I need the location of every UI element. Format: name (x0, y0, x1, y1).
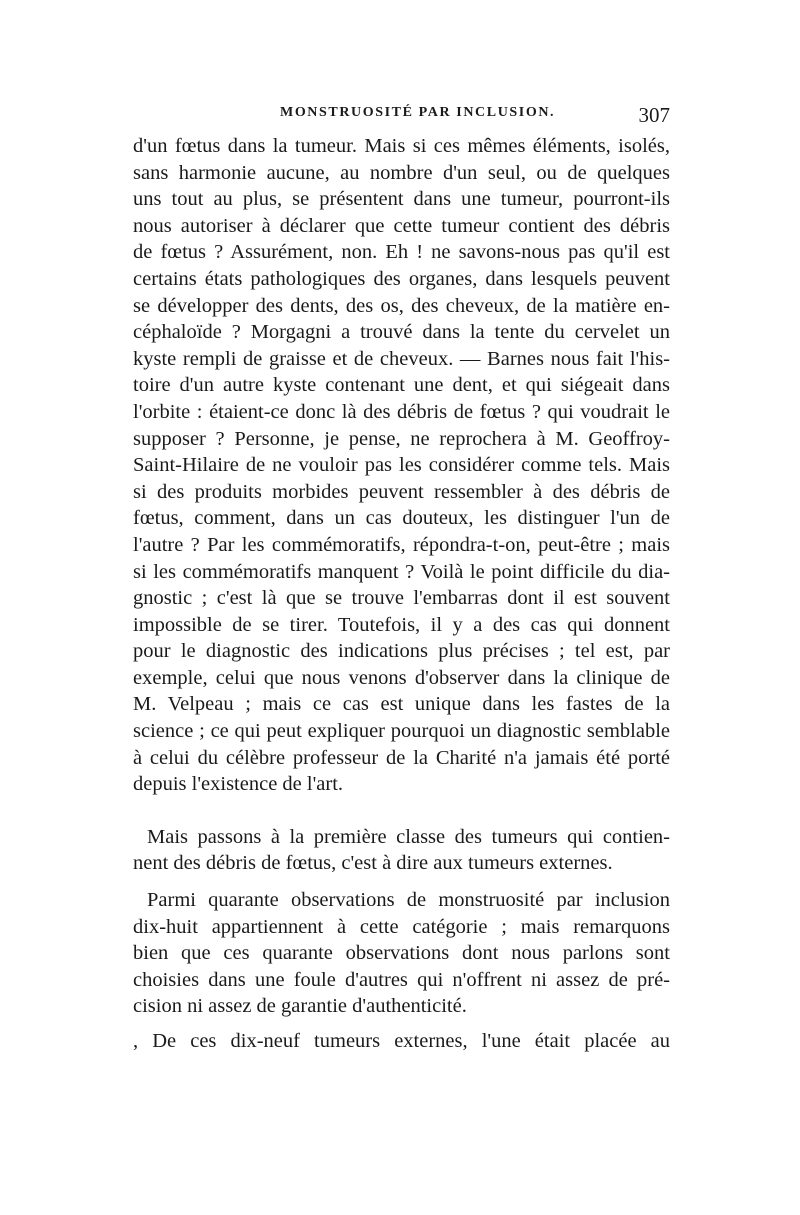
text-line: si des produits morbides peuvent ressembler à des débris de (133, 480, 670, 503)
running-header (133, 103, 670, 127)
text-line: science ; ce qui peut expliquer pourquoi un diagnostic semblable (133, 720, 670, 743)
text-line: sans harmonie aucune, au nombre d'un seul, ou de quelques (133, 161, 670, 184)
paragraph-gap (133, 798, 670, 824)
text-line: nous autoriser à déclarer que cette tumeur contient des débris (133, 214, 670, 237)
text-line: supposer ? Personne, je pense, ne reprochera à M. Geoffroy- (133, 427, 670, 450)
text-line: , De ces dix-neuf tumeurs externes, l'une était placée au (133, 1030, 670, 1052)
text-line: l'autre ? Par les commémoratifs, répondra-t-on, peut-être ; mais (133, 533, 670, 556)
text-line: Parmi quarante observations de monstruosité par inclusion (147, 889, 670, 912)
text-line: uns tout au plus, se présentent dans une tumeur, pourront-ils (133, 188, 670, 211)
text-line: nent des débris de fœtus, c'est à dire aux tumeurs externes. (133, 852, 613, 875)
text-line: pour le diagnostic des indications plus précises ; tel est, par (133, 640, 670, 663)
text-line: cision ni assez de garantie d'authenticité. (133, 995, 467, 1018)
running-title: MONSTRUOSITÉ PAR INCLUSION. (280, 105, 556, 120)
text-line: Mais passons à la première classe des tumeurs qui contien- (147, 825, 670, 848)
text-line: fœtus, comment, dans un cas douteux, les distinguer l'un de (133, 507, 670, 530)
text-line: à celui du célèbre professeur de la Charité n'a jamais été porté (133, 746, 670, 769)
text-line: si les commémoratifs manquent ? Voilà le point difficile du dia- (133, 560, 670, 583)
text-line: certains états pathologiques des organes, dans lesquels peuvent (133, 267, 670, 290)
text-line: se développer des dents, des os, des cheveux, de la matière en- (133, 294, 670, 317)
text-line: toire d'un autre kyste contenant une dent, et qui siégeait dans (133, 374, 670, 397)
text-line: kyste rempli de graisse et de cheveux. — Barnes nous fait l'his- (133, 347, 670, 370)
body-text (133, 133, 670, 1055)
text-line: depuis l'existence de l'art. (133, 773, 344, 796)
text-line: de fœtus ? Assurément, non. Eh ! ne savons-nous pas qu'il est (133, 241, 670, 264)
text-line: Saint-Hilaire de ne vouloir pas les considérer comme tels. Mais (133, 454, 670, 477)
text-line: dix-huit appartiennent à cette catégorie ; mais remarquons (133, 915, 670, 938)
text-line: céphaloïde ? Morgagni a trouvé dans la tente du cervelet un (133, 321, 670, 344)
text-line: gnostic ; c'est là que se trouve l'embarras dont il est souvent (133, 587, 670, 610)
text-line: bien que ces quarante observations dont nous parlons sont (133, 942, 670, 965)
text-line: choisies dans une foule d'autres qui n'offrent ni assez de pré- (133, 968, 670, 991)
page-number: 307 (638, 103, 670, 127)
text-line: impossible de se tirer. Toutefois, il y a des cas qui donnent (133, 613, 670, 636)
text-line: M. Velpeau ; mais ce cas est unique dans les fastes de la (133, 693, 670, 716)
text-line: exemple, celui que nous venons d'observer dans la clinique de (133, 666, 670, 689)
text-line: d'un fœtus dans la tumeur. Mais si ces mêmes éléments, isolés, (133, 135, 670, 157)
text-line: l'orbite : étaient-ce donc là des débris de fœtus ? qui voudrait le (133, 400, 670, 423)
